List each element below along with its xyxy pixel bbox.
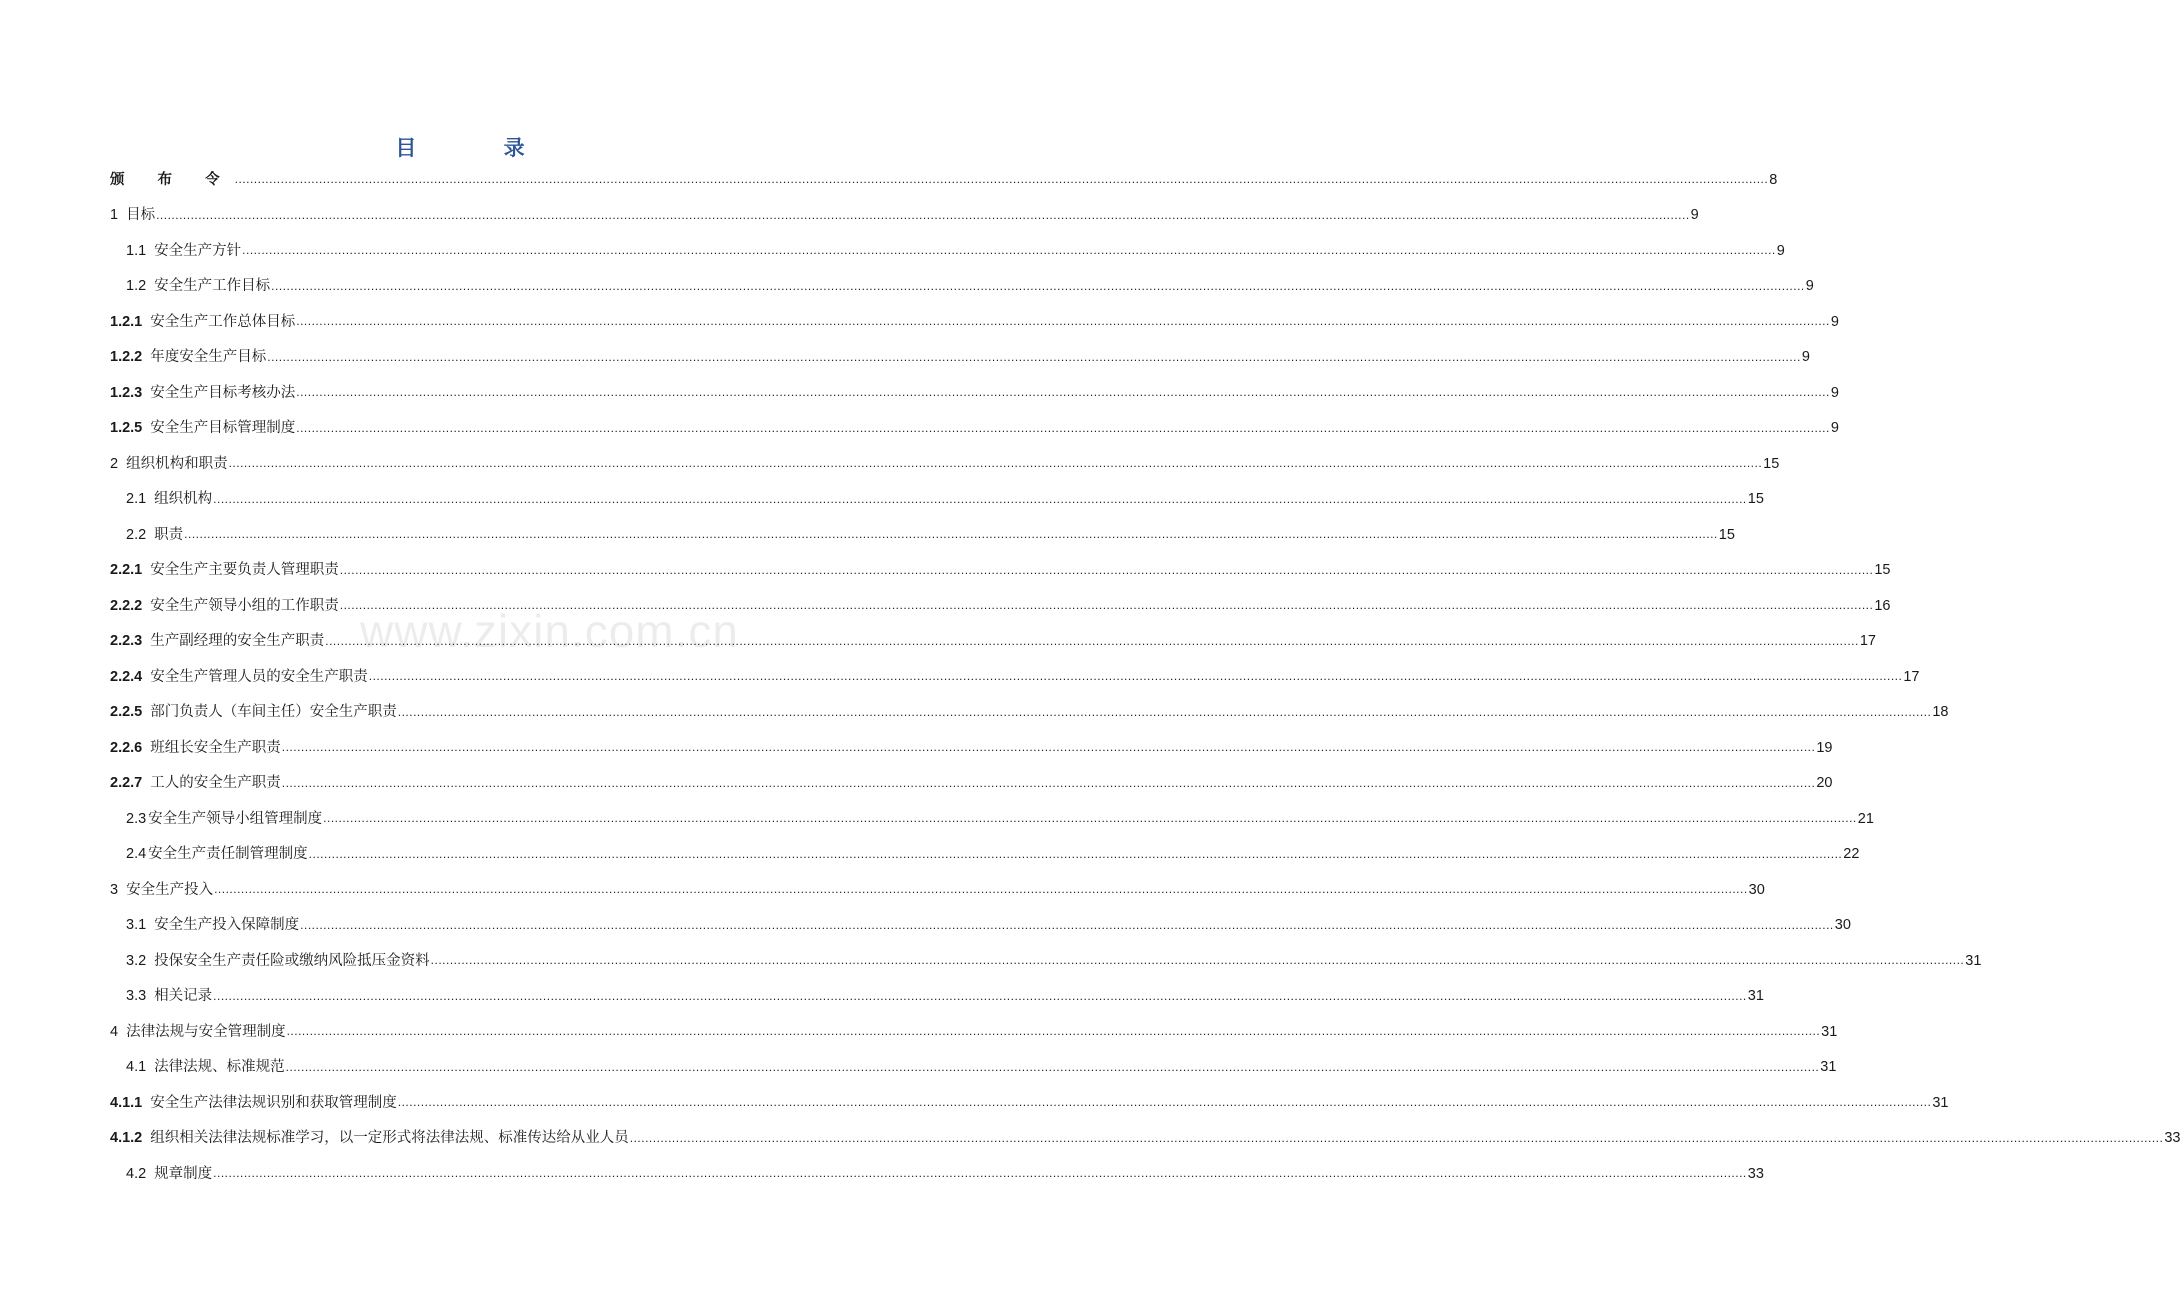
toc-entry-number: 1.2.3 [110,384,143,401]
toc-entry[interactable] [126,796,1874,827]
toc-entry[interactable] [126,903,1851,933]
toc-entry-number: 4 [110,1023,119,1040]
toc-entry-number: 2 [110,455,119,472]
toc-entry-text: 目标 [126,207,156,223]
toc-entry-page: 31 [1821,1023,1838,1040]
toc-entry-text: 生产副经理的安全生产职责 [150,633,325,649]
dot-leader: ................................................................................................................................................................................................................................................................................................................................................................................................................ [286,1024,1821,1038]
dot-leader: ................................................................................................................................................................................................................................................................................................................................................................................................................ [213,988,1747,1003]
toc-entry-label [126,1060,285,1075]
dot-leader: ................................................................................................................................................................................................................................................................................................................................................................................................................ [271,278,1805,293]
toc-entry[interactable] [110,441,1780,472]
toc-entry[interactable] [110,654,1920,685]
toc-entry-page: 30 [1748,881,1765,898]
toc-entry-label [110,457,228,472]
toc-entry-label [110,1131,629,1146]
dot-leader: ................................................................................................................................................................................................................................................................................................................................................................................................................ [339,598,1874,612]
toc-entry-page: 9 [1776,242,1785,259]
dot-leader: ................................................................................................................................................................................................................................................................................................................................................................................................................ [629,1130,2164,1145]
dot-leader: ................................................................................................................................................................................................................................................................................................................................................................................................................ [296,314,1830,328]
toc-entry-text: 组织机构和职责 [126,455,228,472]
toc-entry-text: 安全生产责任制管理制度 [148,846,308,862]
toc-entry-label [110,705,397,720]
toc-entry-number: 2.4 [126,846,147,862]
dot-leader: ................................................................................................................................................................................................................................................................................................................................................................................................................ [308,846,1843,861]
toc-entry[interactable] [110,690,1949,720]
toc-entry-text: 班组长安全生产职责 [150,739,281,756]
toc-entry[interactable] [110,406,1839,436]
toc-entry-label [110,1025,286,1040]
toc-entry-text: 安全生产领导小组管理制度 [148,810,323,827]
toc-entry-number: 2.3 [126,810,147,827]
toc-entry-number: 4.1.2 [110,1130,143,1146]
dot-leader: ................................................................................................................................................................................................................................................................................................................................................................................................................ [267,349,1801,364]
dot-leader: ................................................................................................................................................................................................................................................................................................................................................................................................................ [213,491,1747,506]
toc-entry-text: 投保安全生产责任险或缴纳风险抵压金资料 [154,952,430,969]
toc-entry-label [126,244,241,259]
toc-entry[interactable] [126,477,1764,507]
dot-leader: ................................................................................................................................................................................................................................................................................................................................................................................................................ [156,207,1690,222]
toc-entry-number: 1.2.2 [110,349,143,365]
dot-leader: ................................................................................................................................................................................................................................................................................................................................................................................................................ [339,562,1874,577]
toc-entry[interactable] [126,832,1860,862]
toc-entry-page: 9 [1801,349,1810,365]
toc-entry-page: 18 [1932,704,1949,720]
toc-entry-text: 安全生产领导小组的工作职责 [150,597,339,614]
dot-leader: ................................................................................................................................................................................................................................................................................................................................................................................................................ [228,456,1763,470]
dot-leader: ................................................................................................................................................................................................................................................................................................................................................................................................................ [368,669,1903,683]
toc-entry-number: 4.2 [126,1165,147,1182]
toc-entry-label [110,634,324,649]
dot-leader: ................................................................................................................................................................................................................................................................................................................................................................................................................ [325,633,1859,648]
toc-entry-number: 2.2.4 [110,668,143,685]
dot-leader: ................................................................................................................................................................................................................................................................................................................................................................................................................ [430,953,1965,967]
toc-entry[interactable] [110,1009,1838,1040]
toc-entry-label [110,315,295,330]
toc-entry-number: 3 [110,881,119,898]
toc-entry-text: 颁 布 令 [110,171,234,188]
toc-entry-page: 30 [1834,917,1851,933]
toc-entry-label [126,918,299,933]
toc-entry-text: 相关记录 [154,988,213,1004]
toc-entry-number: 3.3 [126,988,147,1004]
toc-entry-number: 4.1.1 [110,1094,143,1111]
toc-entry-page: 31 [1965,952,1982,969]
toc-entry-label [126,812,322,827]
toc-entry[interactable] [110,619,1876,649]
toc-entry-page: 15 [1747,491,1764,507]
toc-entry-label [126,528,183,543]
toc-entry-page: 15 [1763,455,1780,472]
toc-entry-label [110,350,266,365]
toc-entry-page: 15 [1874,562,1891,578]
toc-entry[interactable] [126,228,1785,259]
toc-entry-page: 19 [1816,739,1833,756]
toc-entry[interactable] [126,512,1735,543]
toc-entry-page: 17 [1903,668,1920,685]
toc-entry-label [126,847,308,862]
toc-entry-text: 安全生产工作总体目标 [150,313,296,330]
toc-entry-label [126,989,212,1004]
toc-entry-page: 21 [1857,810,1874,827]
toc-entry-number: 2.2.2 [110,597,143,614]
dot-leader: ................................................................................................................................................................................................................................................................................................................................................................................................................ [285,1059,1820,1074]
toc-entry-page: 22 [1843,846,1860,862]
toc-entry-label [110,741,281,756]
toc-entry-label [110,1096,397,1111]
toc-entry-text: 安全生产目标考核办法 [150,384,296,401]
toc-entry[interactable] [126,264,1814,294]
toc-entry-label [110,386,295,401]
toc-entry-text: 工人的安全生产职责 [150,775,281,791]
toc-entry-label [110,776,281,791]
toc-entry-page: 31 [1820,1059,1837,1075]
dot-leader: ................................................................................................................................................................................................................................................................................................................................................................................................................ [281,740,1816,754]
toc-entry-page: 9 [1830,384,1839,401]
toc-entry-text: 组织相关法律法规标准学习，以一定形式将法律法规、标准传达给从业人员 [150,1130,629,1146]
toc-entry-label [110,421,295,436]
toc-entry-number: 2.2.1 [110,562,143,578]
dot-leader: ................................................................................................................................................................................................................................................................................................................................................................................................................ [214,882,1748,896]
toc-entry[interactable] [126,938,1982,969]
toc-entry[interactable] [126,1045,1837,1075]
toc-entry[interactable] [110,548,1891,578]
toc-entry[interactable] [110,370,1839,401]
toc-entry-page: 17 [1859,633,1876,649]
page-title: 目 录 [395,136,565,161]
toc-entry[interactable] [110,583,1891,614]
toc-entry[interactable] [110,725,1833,756]
toc-entry-page: 9 [1690,207,1699,223]
toc-entry[interactable] [126,974,1764,1004]
dot-leader: ................................................................................................................................................................................................................................................................................................................................................................................................................ [296,385,1830,399]
toc-entry-number: 1.2 [126,278,147,294]
toc-entry-number: 2.2.7 [110,775,143,791]
toc-entry-text: 安全生产主要负责人管理职责 [150,562,339,578]
dot-leader: ................................................................................................................................................................................................................................................................................................................................................................................................................ [213,1166,1747,1180]
toc-entry-text: 年度安全生产目标 [150,349,267,365]
toc-entry-label [110,563,339,578]
toc-entry-text: 安全生产管理人员的安全生产职责 [150,668,368,685]
toc-entry[interactable] [110,1116,2180,1146]
watermark: www.zixin.com.cn [360,605,739,657]
toc-entry-label [126,492,212,507]
toc-entry[interactable] [110,867,1765,898]
toc-entry-label [126,954,430,969]
toc-entry-label [126,1167,212,1182]
dot-leader: ................................................................................................................................................................................................................................................................................................................................................................................................................ [242,243,1776,257]
toc-entry-text: 部门负责人（车间主任）安全生产职责 [150,704,397,720]
toc-entry-page: 9 [1830,420,1839,436]
toc-entry-label [110,883,213,898]
dot-leader: ................................................................................................................................................................................................................................................................................................................................................................................................................ [397,704,1932,719]
toc-entry-number: 1 [110,207,119,223]
toc-entry-number: 2.1 [126,491,147,507]
toc-entry-page: 16 [1874,597,1891,614]
toc-entry-number: 3.2 [126,952,147,969]
toc-entry-number: 2.2 [126,526,147,543]
toc-entry-page: 20 [1816,775,1833,791]
toc-entry-page: 33 [2164,1130,2180,1146]
dot-leader: ................................................................................................................................................................................................................................................................................................................................................................................................................ [281,775,1816,790]
toc-entry-text: 法律法规、标准规范 [154,1059,285,1075]
toc-entry-page: 33 [1747,1165,1764,1182]
toc-entry[interactable] [110,335,1810,365]
dot-leader: ................................................................................................................................................................................................................................................................................................................................................................................................................ [296,420,1830,435]
toc-entry-label [110,208,155,223]
toc-entry-text: 法律法规与安全管理制度 [126,1023,286,1040]
toc-entry-label [110,670,368,685]
toc-entry-label [110,599,339,614]
toc-entry-number: 1.2.1 [110,313,143,330]
toc-entry-number: 1.2.5 [110,420,143,436]
toc-entry-number: 1.1 [126,242,147,259]
toc-entry[interactable] [110,299,1839,330]
toc-entry-text: 安全生产方针 [154,242,242,259]
dot-leader: ................................................................................................................................................................................................................................................................................................................................................................................................................ [300,917,1834,932]
toc-entry-label [110,173,234,188]
toc-entry-text: 规章制度 [154,1165,213,1182]
toc-entry-text: 安全生产投入 [126,881,214,898]
toc-entry[interactable] [110,157,1778,188]
toc-entry[interactable] [110,761,1833,791]
dot-leader: ................................................................................................................................................................................................................................................................................................................................................................................................................ [323,811,1857,825]
toc-entry-text: 安全生产投入保障制度 [154,917,300,933]
toc-entry[interactable] [126,1151,1764,1182]
toc-entry-page: 9 [1830,313,1839,330]
toc-entry-page: 15 [1718,526,1735,543]
toc-entry-number: 2.2.3 [110,633,143,649]
toc-entry-text: 安全生产法律法规识别和获取管理制度 [150,1094,397,1111]
toc-entry[interactable] [110,193,1699,223]
toc-entry-text: 安全生产工作目标 [154,278,271,294]
toc-entry[interactable] [110,1080,1949,1111]
toc-entry-number: 2.2.5 [110,704,143,720]
toc-entry-page: 31 [1932,1094,1949,1111]
dot-leader: ................................................................................................................................................................................................................................................................................................................................................................................................................ [234,172,1769,186]
dot-leader: ................................................................................................................................................................................................................................................................................................................................................................................................................ [184,527,1718,541]
dot-leader: ................................................................................................................................................................................................................................................................................................................................................................................................................ [397,1095,1932,1109]
toc-entry-text: 职责 [154,526,184,543]
toc-entry-text: 组织机构 [154,491,213,507]
toc-entry-page: 9 [1805,278,1814,294]
toc-entry-number: 3.1 [126,917,147,933]
toc-entry-label [126,279,270,294]
toc-entry-text: 安全生产目标管理制度 [150,420,296,436]
toc-entry-page: 8 [1769,171,1778,188]
toc-entry-number: 4.1 [126,1059,147,1075]
toc-entry-number: 2.2.6 [110,739,143,756]
toc-entry-page: 31 [1747,988,1764,1004]
